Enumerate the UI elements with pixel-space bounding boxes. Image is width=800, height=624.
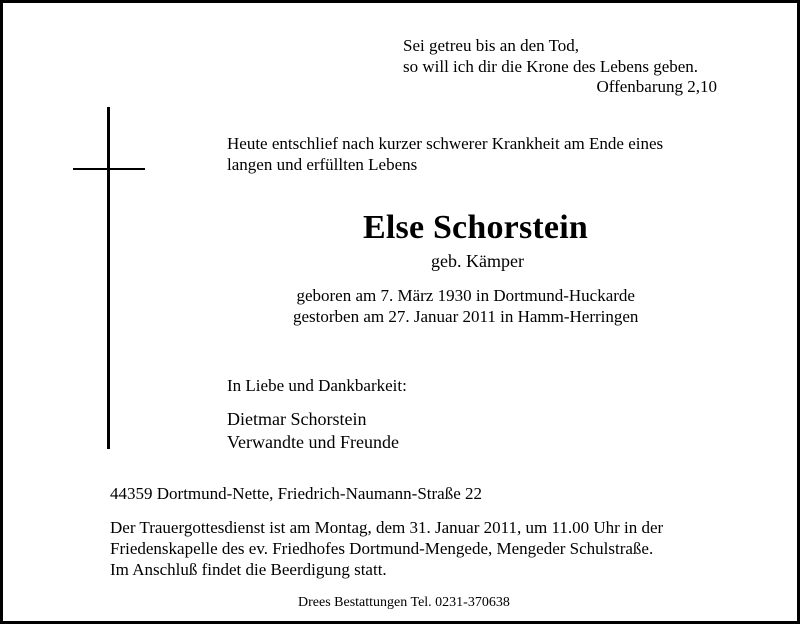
- mourners-list: [227, 408, 399, 454]
- deceased-name: Else Schorstein: [363, 209, 588, 246]
- mourner-name: Verwandte und Freunde: [227, 432, 399, 452]
- service-line-3: Im Anschluß findet die Beerdigung statt.: [110, 560, 387, 579]
- birth-date: geboren am 7. März 1930 in Dortmund-Huckarde: [296, 286, 635, 305]
- family-address: 44359 Dortmund-Nette, Friedrich-Naumann-Straße 22: [110, 484, 483, 503]
- death-date: gestorben am 27. Januar 2011 in Hamm-Herringen: [293, 307, 639, 326]
- bible-verse-line-2: so will ich dir die Krone des Lebens geben.: [403, 57, 699, 76]
- life-dates: [293, 285, 638, 327]
- mourner-name: Dietmar Schorstein: [227, 409, 367, 429]
- intro-line-2: langen und erfüllten Lebens: [227, 155, 418, 174]
- cross-vertical-bar: [107, 107, 110, 449]
- bible-verse-line-1: Sei getreu bis an den Tod,: [403, 36, 580, 55]
- death-announcement-intro: [227, 133, 663, 175]
- service-line-2: Friedenskapelle des ev. Friedhofes Dortmund-Mengede, Mengeder Schulstraße.: [110, 539, 654, 558]
- cross-horizontal-bar: [73, 168, 145, 170]
- bible-verse: [403, 35, 698, 77]
- intro-line-1: Heute entschlief nach kurzer schwerer Krankheit am Ende eines: [227, 134, 664, 153]
- service-line-1: Der Trauergottesdienst ist am Montag, dem 31. Januar 2011, um 11.00 Uhr in der: [110, 518, 664, 537]
- maiden-name: geb. Kämper: [431, 251, 524, 271]
- bible-verse-reference: Offenbarung 2,10: [596, 77, 717, 96]
- funeral-home-contact: Drees Bestattungen Tel. 0231-370638: [298, 595, 510, 610]
- funeral-service-info: [110, 517, 663, 580]
- mourners-intro: In Liebe und Dankbarkeit:: [227, 376, 407, 395]
